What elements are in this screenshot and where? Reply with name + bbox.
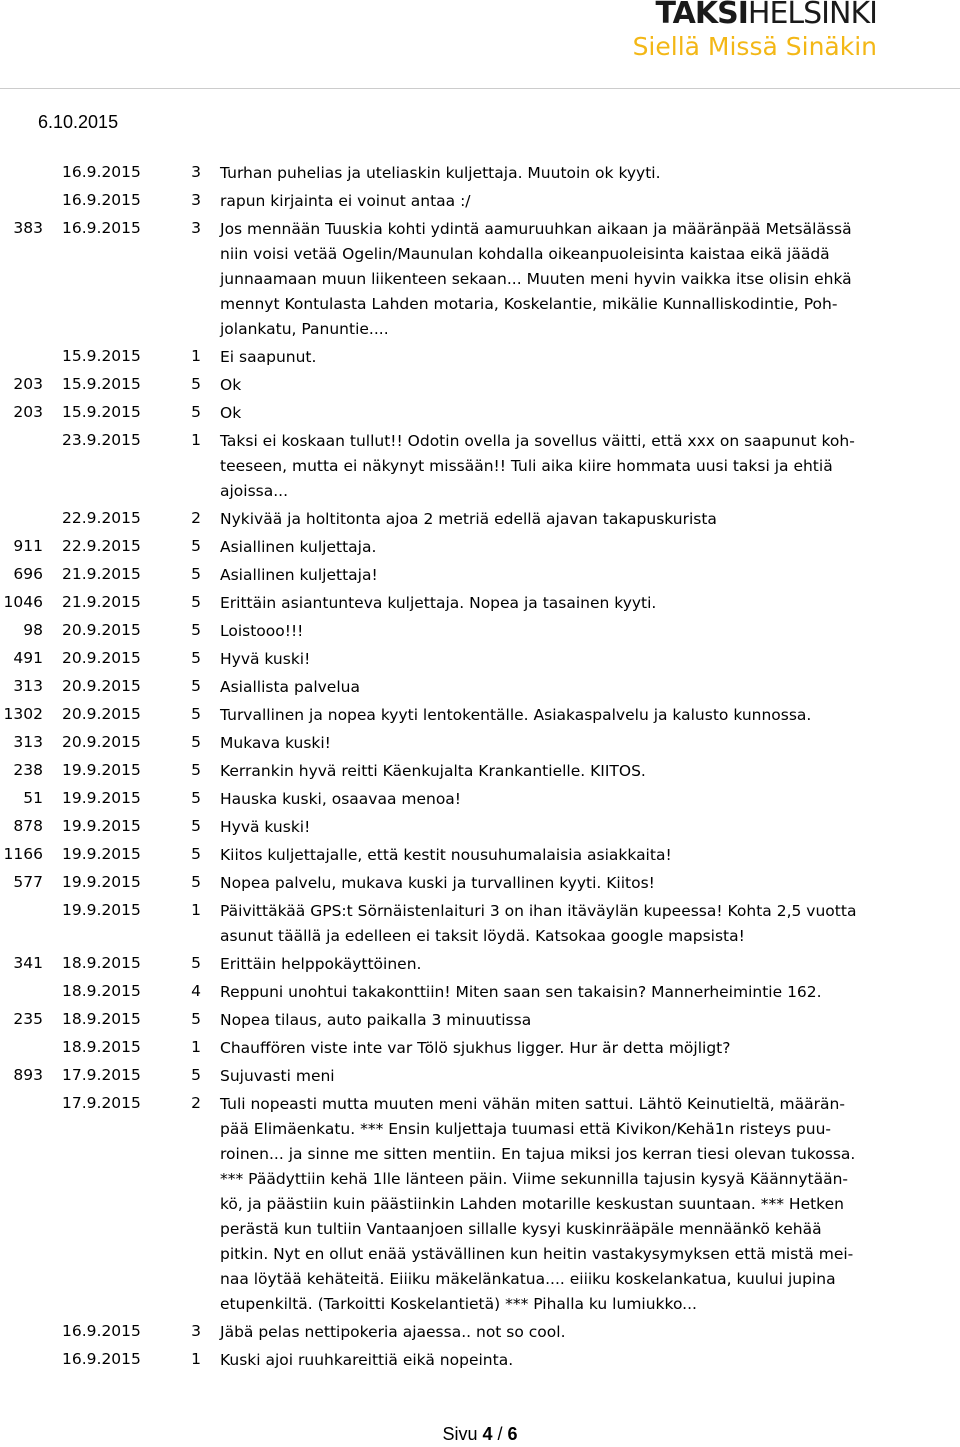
driver-id: 1166 — [3, 845, 43, 863]
feedback-date: 18.9.2015 — [62, 1010, 141, 1028]
feedback-comment: Tuli nopeasti mutta muuten meni vähän miten sattui. Lähtö Keinutieltä, määrän- pää Elimäenkatu. *** Ensin kuljettaja tuumasi että Kivikon/Kehä1n risteys puu- roinen... ja sinne me sitten mentiin. En tajua miksi jos kerran tiesi olevan tukossa. *** Päädyttiin kehä 1lle länteen päin. Viime sekunnilla tajusin kysyä Käännytään- kö, ja päästiin kuin päästiinkin Lahden motarille keskustan suuntaan. *** Hetken perästä kun tultiin Vantaanjoen sillalle kysyi kuskinrääpäle mennäänkö kehää pitkin. Nyt en ollut enää ystävällinen kun heitin vastakysymyksen että mistä mei- naa löytää kehäteitä. Eiiiku mäkelänkatua.... eiiiku koskelankatua, kuului jupina etupenkiltä. (Tarkoitti Koskelantietä) *** Pihalla ku lumiukko... — [220, 1095, 856, 1313]
feedback-comment: Kuski ajoi ruuhkareittiä eikä nopeinta. — [220, 1351, 514, 1369]
feedback-rating: 5 — [191, 954, 201, 972]
feedback-rating: 1 — [191, 1350, 201, 1368]
feedback-rating: 1 — [191, 347, 201, 365]
driver-id: 491 — [13, 649, 43, 667]
feedback-comment: Turvallinen ja nopea kyyti lentokentälle. Asiakaspalvelu ja kalusto kunnossa. — [220, 706, 812, 724]
feedback-date: 22.9.2015 — [62, 537, 141, 555]
feedback-comment: Hyvä kuski! — [220, 818, 311, 836]
driver-id: 577 — [13, 873, 43, 891]
feedback-rating: 5 — [191, 403, 201, 421]
feedback-date: 19.9.2015 — [62, 761, 141, 779]
driver-id: 313 — [13, 677, 43, 695]
feedback-date: 16.9.2015 — [62, 1350, 141, 1368]
feedback-rating: 4 — [191, 982, 201, 1000]
feedback-row — [0, 1319, 960, 1347]
feedback-date: 20.9.2015 — [62, 705, 141, 723]
feedback-date: 20.9.2015 — [62, 649, 141, 667]
feedback-rating: 5 — [191, 649, 201, 667]
driver-id: 893 — [13, 1066, 43, 1084]
feedback-rating: 5 — [191, 375, 201, 393]
driver-id: 911 — [13, 537, 43, 555]
feedback-rating: 2 — [191, 1094, 201, 1112]
feedback-date: 19.9.2015 — [62, 817, 141, 835]
feedback-date: 20.9.2015 — [62, 677, 141, 695]
feedback-row — [0, 562, 960, 590]
feedback-date: 19.9.2015 — [62, 789, 141, 807]
feedback-row — [0, 1035, 960, 1063]
feedback-row — [0, 372, 960, 400]
document-date: 6.10.2015 — [38, 112, 119, 132]
feedback-date: 16.9.2015 — [62, 1322, 141, 1340]
feedback-rating: 5 — [191, 1066, 201, 1084]
feedback-comment: Nopea palvelu, mukava kuski ja turvallinen kyyti. Kiitos! — [220, 874, 655, 892]
feedback-comment: Kiitos kuljettajalle, että kestit nousuhumalaisia asiakkaita! — [220, 846, 672, 864]
page-separator: / — [497, 1424, 503, 1444]
feedback-rating: 5 — [191, 565, 201, 583]
logo-wordmark — [656, 0, 877, 32]
feedback-date: 19.9.2015 — [62, 901, 141, 919]
feedback-row — [0, 786, 960, 814]
feedback-row — [0, 870, 960, 898]
feedback-comment: Turhan puhelias ja uteliaskin kuljettaja. Muutoin ok kyyti. — [220, 164, 661, 182]
feedback-rating: 5 — [191, 677, 201, 695]
feedback-date: 18.9.2015 — [62, 982, 141, 1000]
feedback-comment: Taksi ei koskaan tullut!! Odotin ovella ja sovellus väitti, että xxx on saapunut koh- teeseen, mutta ei näkynyt missään!! Tuli aika kiire hommata uusi taksi ja ehtiä ajoissa... — [220, 432, 855, 500]
driver-id: 1046 — [3, 593, 43, 611]
feedback-comment: Jäbä pelas nettipokeria ajaessa.. not so cool. — [220, 1323, 566, 1341]
feedback-comment: Nykivää ja holtitonta ajoa 2 metriä edellä ajavan takapuskurista — [220, 510, 717, 528]
feedback-row — [0, 534, 960, 562]
feedback-row — [0, 216, 960, 344]
driver-id: 341 — [13, 954, 43, 972]
driver-id: 1302 — [3, 705, 43, 723]
feedback-date: 19.9.2015 — [62, 845, 141, 863]
feedback-row — [0, 1007, 960, 1035]
feedback-row — [0, 1091, 960, 1319]
feedback-row — [0, 428, 960, 506]
feedback-date: 20.9.2015 — [62, 733, 141, 751]
feedback-row — [0, 674, 960, 702]
feedback-row — [0, 188, 960, 216]
feedback-date: 18.9.2015 — [62, 954, 141, 972]
feedback-comment: Ok — [220, 376, 242, 394]
feedback-rating: 5 — [191, 789, 201, 807]
driver-id: 313 — [13, 733, 43, 751]
feedback-row — [0, 951, 960, 979]
feedback-comment: Kerrankin hyvä reitti Käenkujalta Krankantielle. KIITOS. — [220, 762, 646, 780]
feedback-row — [0, 160, 960, 188]
feedback-row — [0, 618, 960, 646]
feedback-comment: Hyvä kuski! — [220, 650, 311, 668]
feedback-comment: Asiallinen kuljettaja! — [220, 566, 378, 584]
driver-id: 238 — [13, 761, 43, 779]
feedback-comment: Mukava kuski! — [220, 734, 331, 752]
feedback-date: 21.9.2015 — [62, 593, 141, 611]
feedback-date: 21.9.2015 — [62, 565, 141, 583]
feedback-rating: 3 — [191, 163, 201, 181]
driver-id: 203 — [13, 375, 43, 393]
feedback-row — [0, 344, 960, 372]
feedback-rating: 3 — [191, 219, 201, 237]
feedback-comment: Chauffören viste inte var Tölö sjukhus ligger. Hur är detta möjligt? — [220, 1039, 731, 1057]
feedback-rating: 5 — [191, 593, 201, 611]
feedback-date: 17.9.2015 — [62, 1094, 141, 1112]
page-current: 4 — [482, 1424, 493, 1444]
feedback-rating: 1 — [191, 431, 201, 449]
driver-id: 235 — [13, 1010, 43, 1028]
feedback-row — [0, 730, 960, 758]
logo-word-helsinki: HELSINKI — [747, 0, 877, 31]
feedback-comment: Nopea tilaus, auto paikalla 3 minuutissa — [220, 1011, 532, 1029]
driver-id: 878 — [13, 817, 43, 835]
driver-id: 696 — [13, 565, 43, 583]
feedback-date: 16.9.2015 — [62, 191, 141, 209]
feedback-row — [0, 979, 960, 1007]
feedback-comment: Loistooo!!! — [220, 622, 304, 640]
feedback-rating: 5 — [191, 705, 201, 723]
feedback-rating: 5 — [191, 733, 201, 751]
feedback-rating: 1 — [191, 1038, 201, 1056]
driver-id: 98 — [23, 621, 43, 639]
feedback-comment: Sujuvasti meni — [220, 1067, 335, 1085]
feedback-row — [0, 1347, 960, 1375]
feedback-date: 18.9.2015 — [62, 1038, 141, 1056]
feedback-row — [0, 898, 960, 951]
logo-slogan: Siellä Missä Sinäkin — [632, 32, 877, 61]
feedback-list — [0, 160, 960, 1375]
logo-word-taksi: TAKSI — [655, 0, 748, 31]
feedback-date: 17.9.2015 — [62, 1066, 141, 1084]
page-total: 6 — [507, 1424, 518, 1444]
feedback-row — [0, 842, 960, 870]
feedback-row — [0, 400, 960, 428]
feedback-comment: Erittäin asiantunteva kuljettaja. Nopea ja tasainen kyyti. — [220, 594, 657, 612]
feedback-row — [0, 814, 960, 842]
feedback-row — [0, 646, 960, 674]
feedback-rating: 5 — [191, 621, 201, 639]
feedback-row — [0, 1063, 960, 1091]
feedback-date: 20.9.2015 — [62, 621, 141, 639]
feedback-rating: 3 — [191, 1322, 201, 1340]
page-footer — [0, 1424, 960, 1445]
feedback-comment: Hauska kuski, osaavaa menoa! — [220, 790, 462, 808]
feedback-date: 23.9.2015 — [62, 431, 141, 449]
feedback-row — [0, 758, 960, 786]
feedback-comment: Erittäin helppokäyttöinen. — [220, 955, 422, 973]
feedback-comment: Ei saapunut. — [220, 348, 317, 366]
feedback-row — [0, 506, 960, 534]
feedback-comment: Reppuni unohtui takakonttiin! Miten saan sen takaisin? Mannerheimintie 162. — [220, 983, 822, 1001]
feedback-rating: 5 — [191, 817, 201, 835]
feedback-row — [0, 702, 960, 730]
feedback-rating: 5 — [191, 537, 201, 555]
driver-id: 383 — [13, 219, 43, 237]
feedback-comment: Päivittäkää GPS:t Sörnäistenlaituri 3 on ihan itäväylän kupeessa! Kohta 2,5 vuotta asunut täällä ja edelleen ei taksit löydä. Katsokaa google mapsista! — [220, 902, 857, 945]
driver-id: 203 — [13, 403, 43, 421]
feedback-date: 22.9.2015 — [62, 509, 141, 527]
feedback-rating: 1 — [191, 901, 201, 919]
feedback-comment: rapun kirjainta ei voinut antaa :/ — [220, 192, 471, 210]
feedback-date: 19.9.2015 — [62, 873, 141, 891]
feedback-comment: Jos mennään Tuuskia kohti ydintä aamuruuhkan aikaan ja määränpää Metsälässä niin voisi vetää Ogelin/Maunulan kohdalla oikeanpuoleisinta kaistaa eikä jäädä junnaamaan muun liikenteen sekaan... Muuten meni hyvin vaikka itse olisin ehkä mennyt Kontulasta Lahden motaria, Koskelantie, mikälie Kunnalliskodintie, Poh- jolankatu, Panuntie.... — [220, 220, 852, 338]
feedback-rating: 5 — [191, 845, 201, 863]
feedback-date: 16.9.2015 — [62, 219, 141, 237]
page-label: Sivu — [442, 1424, 478, 1444]
feedback-rating: 3 — [191, 191, 201, 209]
feedback-rating: 5 — [191, 873, 201, 891]
feedback-row — [0, 590, 960, 618]
feedback-comment: Asiallista palvelua — [220, 678, 360, 696]
feedback-rating: 5 — [191, 761, 201, 779]
taksi-helsinki-logo — [632, 0, 952, 66]
feedback-comment: Asiallinen kuljettaja. — [220, 538, 377, 556]
driver-id: 51 — [23, 789, 43, 807]
feedback-date: 16.9.2015 — [62, 163, 141, 181]
feedback-date: 15.9.2015 — [62, 375, 141, 393]
feedback-date: 15.9.2015 — [62, 403, 141, 421]
feedback-date: 15.9.2015 — [62, 347, 141, 365]
feedback-comment: Ok — [220, 404, 242, 422]
feedback-rating: 2 — [191, 509, 201, 527]
feedback-rating: 5 — [191, 1010, 201, 1028]
header-divider — [0, 88, 960, 89]
